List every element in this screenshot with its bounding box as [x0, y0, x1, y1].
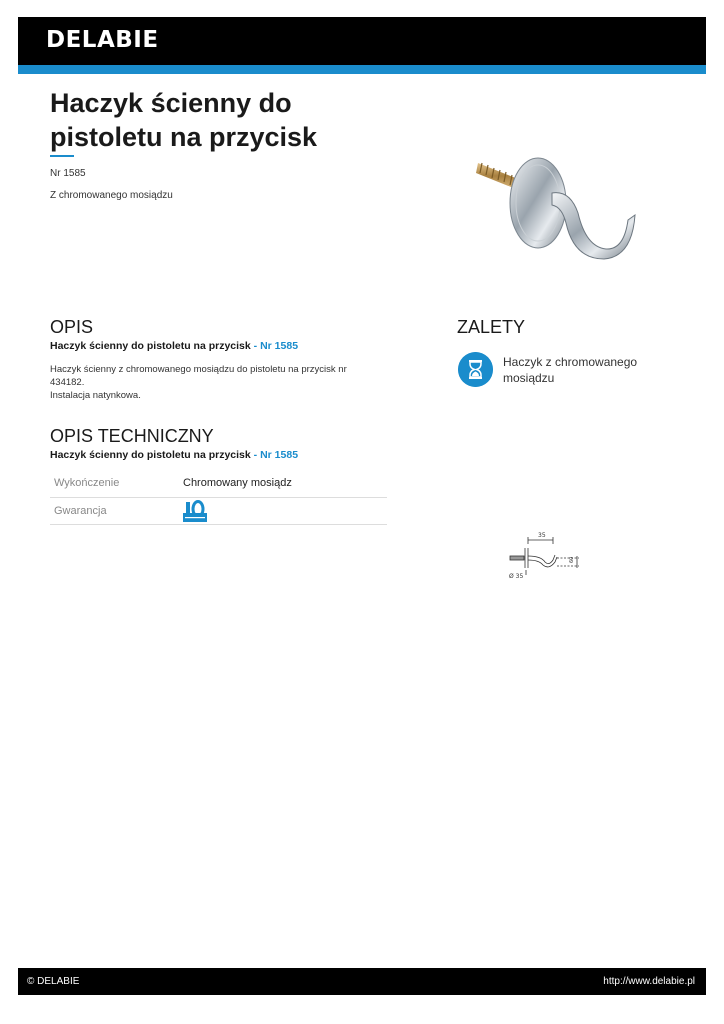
spec-key: Gwarancja: [50, 497, 183, 524]
technical-drawing: [505, 530, 585, 582]
advantage-text: Haczyk z chromowanego mosiądzu: [503, 355, 638, 385]
delabie-logo: DELABIE: [46, 27, 159, 53]
table-row: [50, 497, 387, 524]
product-number: Nr 1585: [50, 168, 86, 179]
product-photo: [470, 135, 650, 270]
dim-top-label: 35: [538, 532, 546, 539]
product-subtitle: Z chromowanego mosiądzu: [50, 190, 173, 201]
tech-heading: OPIS TECHNICZNY: [50, 426, 214, 446]
opis-subheading: Haczyk ścienny do pistoletu na przycisk - Nr 1585: [50, 340, 299, 352]
footer-url[interactable]: http://www.delabie.pl: [603, 976, 695, 987]
spec-table: [50, 470, 387, 525]
header-bar: [18, 17, 706, 65]
hourglass-icon: [458, 352, 493, 387]
product-title: Haczyk ścienny do pistoletu na przycisk: [50, 88, 318, 152]
opis-description: Haczyk ścienny z chromowanego mosiądzu do pistoletu na przycisk nr 434182. Instalacja natynkowa.: [50, 364, 347, 401]
dim-right-label: 60: [569, 556, 575, 563]
footer-copyright: © DELABIE: [27, 976, 80, 987]
tech-subheading: Haczyk ścienny do pistoletu na przycisk - Nr 1585: [50, 449, 299, 461]
spec-value: [183, 497, 387, 524]
footer: [18, 968, 706, 995]
spec-key: Wykończenie: [50, 470, 183, 497]
accent-stripe: [18, 65, 706, 74]
hook-arm: [552, 193, 635, 259]
zalety-heading: ZALETY: [457, 317, 526, 337]
warranty-10-years-icon: [183, 500, 207, 522]
title-underline: [50, 155, 74, 157]
dim-diameter-label: Ø 35: [509, 573, 524, 580]
spec-value: Chromowany mosiądz: [183, 470, 387, 497]
table-row: [50, 470, 387, 497]
opis-heading: OPIS: [50, 317, 94, 337]
